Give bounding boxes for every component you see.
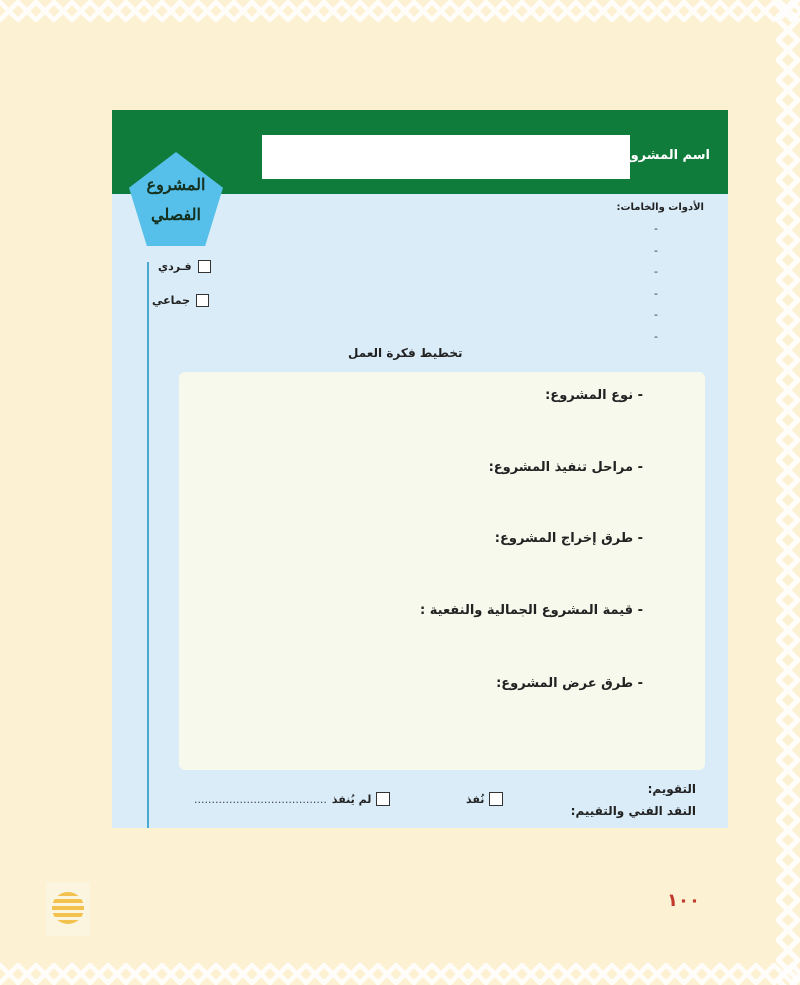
planning-title: تخطيط فكرة العمل [348, 346, 463, 360]
decorative-border-right [776, 0, 800, 985]
season-project-badge-text [129, 170, 223, 230]
not-executed-dots: ...................................... [194, 792, 327, 806]
project-name-field[interactable] [262, 135, 630, 179]
tools-item: - [654, 265, 658, 278]
tools-item: - [654, 308, 658, 321]
project-worksheet [112, 110, 728, 828]
group-option[interactable] [152, 294, 209, 307]
logo-icon [52, 892, 84, 924]
project-name-label: اسم المشروع [621, 148, 710, 163]
tools-item: - [654, 286, 658, 300]
group-label: جماعي [152, 294, 191, 307]
page-number: ١٠٠ [667, 890, 700, 911]
individual-checkbox[interactable] [198, 260, 211, 273]
tools-list [654, 222, 674, 351]
question-aesthetic-value: - قيمة المشروع الجمالية والنفعية : [420, 603, 643, 618]
executed-checkbox[interactable] [489, 792, 503, 806]
tools-item: - [654, 243, 658, 257]
individual-label: فـردي [158, 260, 192, 273]
not-executed-label: لم يُنفذ [331, 792, 372, 806]
tools-label: الأدوات والخامات: [616, 202, 704, 213]
not-executed-checkbox[interactable] [376, 792, 390, 806]
badge-line-2: الفصلي [151, 205, 201, 224]
vertical-divider [147, 262, 149, 828]
evaluation-labels [571, 778, 696, 822]
question-project-type: - نوع المشروع: [545, 388, 643, 403]
decorative-border-bottom [0, 963, 800, 985]
question-output-methods: - طرق إخراج المشروع: [494, 531, 643, 546]
badge-line-1: المشروع [146, 175, 206, 194]
executed-label: نُفذ [466, 792, 485, 806]
individual-option[interactable] [158, 260, 211, 273]
planning-box [179, 372, 705, 770]
decorative-border-top [0, 0, 800, 22]
group-checkbox[interactable] [196, 294, 209, 307]
publisher-logo [46, 882, 90, 936]
question-display-methods: - طرق عرض المشروع: [496, 676, 643, 691]
evaluation-label: التقويم: [647, 782, 696, 796]
tools-item: - [654, 222, 658, 235]
executed-option[interactable] [466, 792, 503, 806]
tools-item: - [654, 329, 658, 343]
critique-label: النقد الفني والتقييم: [570, 804, 696, 818]
question-execution-stages: - مراحل تنفيذ المشروع: [488, 460, 643, 475]
not-executed-option[interactable] [194, 792, 390, 806]
